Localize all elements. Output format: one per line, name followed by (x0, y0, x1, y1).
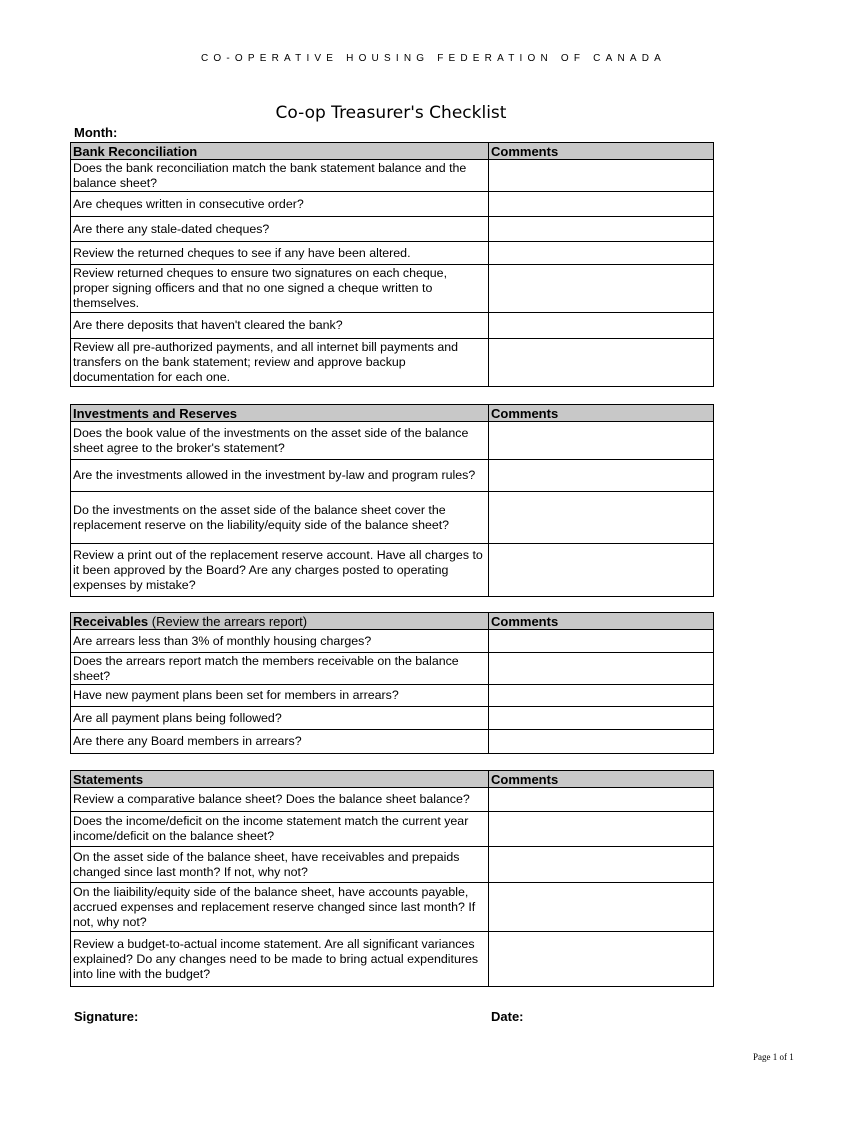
question-text: Review a print out of the replacement reserve account. Have all charges to it been approved by the Board? Are any charges posted to operating expenses by mistake? (71, 544, 489, 597)
section-title: Bank Reconciliation (71, 143, 489, 160)
checklist-row (71, 788, 714, 812)
section-statements (70, 770, 714, 987)
comment-cell[interactable] (489, 883, 714, 932)
question-text: Are arrears less than 3% of monthly housing charges? (71, 630, 489, 653)
question-text: Does the arrears report match the members receivable on the balance sheet? (71, 653, 489, 685)
section-header (71, 613, 714, 630)
section-header (71, 143, 714, 160)
question-text: Does the bank reconciliation match the bank statement balance and the balance sheet? (71, 160, 489, 192)
comment-cell[interactable] (489, 160, 714, 192)
question-text: Review a budget-to-actual income statement. Are all significant variances explained? Do any changes need to be made to bring actual expenditures into line with the budget? (71, 932, 489, 987)
section-title: Investments and Reserves (71, 405, 489, 422)
comment-cell[interactable] (489, 932, 714, 987)
page-title: Co-op Treasurer's Checklist (275, 103, 507, 123)
checklist-row (71, 707, 714, 730)
comment-cell[interactable] (489, 812, 714, 847)
checklist-row (71, 685, 714, 707)
checklist-row (71, 630, 714, 653)
comment-cell[interactable] (489, 630, 714, 653)
month-label: Month: (74, 125, 118, 140)
question-text: Are there any stale-dated cheques? (71, 217, 489, 242)
section-header (71, 771, 714, 788)
section-receivables (70, 612, 714, 754)
question-text: Review all pre-authorized payments, and all internet bill payments and transfers on the bank statement; review and approve backup documentation for each one. (71, 339, 489, 387)
comment-cell[interactable] (489, 653, 714, 685)
question-text: Are there any Board members in arrears? (71, 730, 489, 754)
comment-cell[interactable] (489, 460, 714, 492)
comments-header: Comments (489, 405, 714, 422)
checklist-row (71, 653, 714, 685)
comment-cell[interactable] (489, 265, 714, 313)
signature-label: Signature: (74, 1009, 139, 1024)
question-text: Have new payment plans been set for members in arrears? (71, 685, 489, 707)
checklist-row (71, 217, 714, 242)
date-label: Date: (491, 1009, 524, 1024)
question-text: Review returned cheques to ensure two signatures on each cheque, proper signing officers and that no one signed a cheque written to themselves. (71, 265, 489, 313)
page-number: Page 1 of 1 (753, 1052, 794, 1062)
checklist-row (71, 460, 714, 492)
checklist-row (71, 492, 714, 544)
comment-cell[interactable] (489, 339, 714, 387)
checklist-row (71, 730, 714, 754)
organization-name: CO-OPERATIVE HOUSING FEDERATION OF CANADA (200, 53, 667, 64)
comment-cell[interactable] (489, 707, 714, 730)
comment-cell[interactable] (489, 313, 714, 339)
question-text: Are cheques written in consecutive order? (71, 192, 489, 217)
question-text: Do the investments on the asset side of the balance sheet cover the replacement reserve on the liability/equity side of the balance sheet? (71, 492, 489, 544)
checklist-row (71, 242, 714, 265)
question-text: Review the returned cheques to see if any have been altered. (71, 242, 489, 265)
section-bank-reconciliation (70, 142, 714, 387)
question-text: Review a comparative balance sheet? Does the balance sheet balance? (71, 788, 489, 812)
section-title: Receivables (Review the arrears report) (71, 613, 489, 630)
question-text: Does the income/deficit on the income statement match the current year income/deficit on the balance sheet? (71, 812, 489, 847)
comment-cell[interactable] (489, 544, 714, 597)
checklist-row (71, 422, 714, 460)
comments-header: Comments (489, 771, 714, 788)
comment-cell[interactable] (489, 192, 714, 217)
checklist-row (71, 313, 714, 339)
question-text: Are the investments allowed in the investment by-law and program rules? (71, 460, 489, 492)
comment-cell[interactable] (489, 492, 714, 544)
checklist-row (71, 192, 714, 217)
comment-cell[interactable] (489, 685, 714, 707)
comment-cell[interactable] (489, 217, 714, 242)
comment-cell[interactable] (489, 847, 714, 883)
checklist-row (71, 932, 714, 987)
question-text: Are there deposits that haven't cleared the bank? (71, 313, 489, 339)
checklist-row (71, 265, 714, 313)
section-investments-and-reserves (70, 404, 714, 597)
comment-cell[interactable] (489, 242, 714, 265)
checklist-row (71, 160, 714, 192)
comments-header: Comments (489, 143, 714, 160)
comment-cell[interactable] (489, 730, 714, 754)
question-text: Are all payment plans being followed? (71, 707, 489, 730)
checklist-row (71, 883, 714, 932)
section-title: Statements (71, 771, 489, 788)
comment-cell[interactable] (489, 788, 714, 812)
comment-cell[interactable] (489, 422, 714, 460)
checklist-row (71, 847, 714, 883)
question-text: Does the book value of the investments on the asset side of the balance sheet agree to the broker's statement? (71, 422, 489, 460)
checklist-row (71, 339, 714, 387)
checklist-row (71, 544, 714, 597)
comments-header: Comments (489, 613, 714, 630)
section-header (71, 405, 714, 422)
question-text: On the asset side of the balance sheet, have receivables and prepaids changed since last month? If not, why not? (71, 847, 489, 883)
question-text: On the liaibility/equity side of the balance sheet, have accounts payable, accrued expenses and replacement reserve changed since last month? If not, why not? (71, 883, 489, 932)
checklist-row (71, 812, 714, 847)
